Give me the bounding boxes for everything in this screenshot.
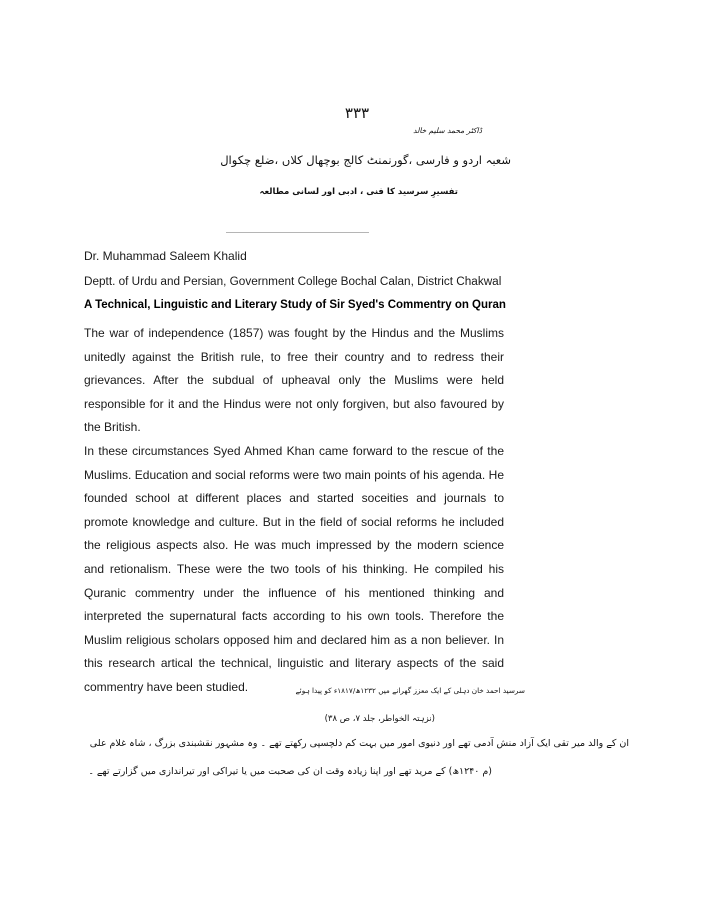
- author-name-english: Dr. Muhammad Saleem Khalid: [84, 249, 247, 263]
- body-line-urdu: (م ۱۲۴۰ھ) کے مرید تھے اور اپنا زیادہ وقت ان کی صحبت میں یا تیراکی اور تیراندازی میں گزارتے تھے ۔: [88, 766, 492, 777]
- body-line-urdu: ان کے والد میر تقی ایک آزاد منش آدمی تھے اور دنیوی امور میں بہت کم دلچسپی رکھتے تھے ۔ وہ مشہور نقشبندی بزرگ ، شاہ غلام علی: [89, 738, 629, 749]
- body-line-urdu: سرسید احمد خان دہلی کے ایک معزز گھرانے میں ۱۲۳۲ھ/۱۸۱۷ء کو پیدا ہوئے: [295, 686, 525, 695]
- page-number: ۳۳۳: [344, 104, 370, 122]
- author-affiliation-urdu: شعبہ اردو و فارسی ،گورنمنٹ کالج بوچھال کلاں ،ضلع چکوال: [220, 153, 511, 167]
- citation-urdu: (نزہتہ الخواطر، جلد ۷، ص ۳۸): [324, 714, 435, 724]
- abstract-paragraph: The war of independence (1857) was fought by the Hindus and the Muslims unitedly against the British rule, to free their country and to redress their grievances. After the subdual of upheaval only the Muslims were held responsible for it and the Hindus were not only forgiven, but also favoured by the British.: [84, 326, 504, 435]
- title-divider: [226, 232, 369, 233]
- author-name-urdu: ڈاکٹر محمد سلیم خالد: [413, 126, 482, 135]
- abstract-paragraph: In these circumstances Syed Ahmed Khan came forward to the rescue of the Muslims. Education and social reforms were two main points of his agenda. He founded school at different places and started soceities and journals to promote knowledge and culture. But in the field of social reforms he included the religious aspects also. He was much impressed by the modern science and retionalism. These were the two tools of his thinking. He compiled his Quranic commentry under the influence of his mentioned thinking and interpreted the supernatural facts according to his own tools. Therefore the Muslim religious scholars opposed him and declared him as a non believer. In this research artical the technical, linguistic and literary aspects of the said commentry have been studied.: [84, 443, 504, 694]
- paper-title-english: A Technical, Linguistic and Literary Study of Sir Syed's Commentry on Quran: [84, 299, 506, 311]
- paper-title-urdu: تفسیرِ سرسید کا فنی ، ادبی اور لسانی مطالعہ: [259, 187, 458, 197]
- abstract: [84, 322, 504, 700]
- author-affiliation-english: Deptt. of Urdu and Persian, Government College Bochal Calan, District Chakwal: [84, 275, 502, 288]
